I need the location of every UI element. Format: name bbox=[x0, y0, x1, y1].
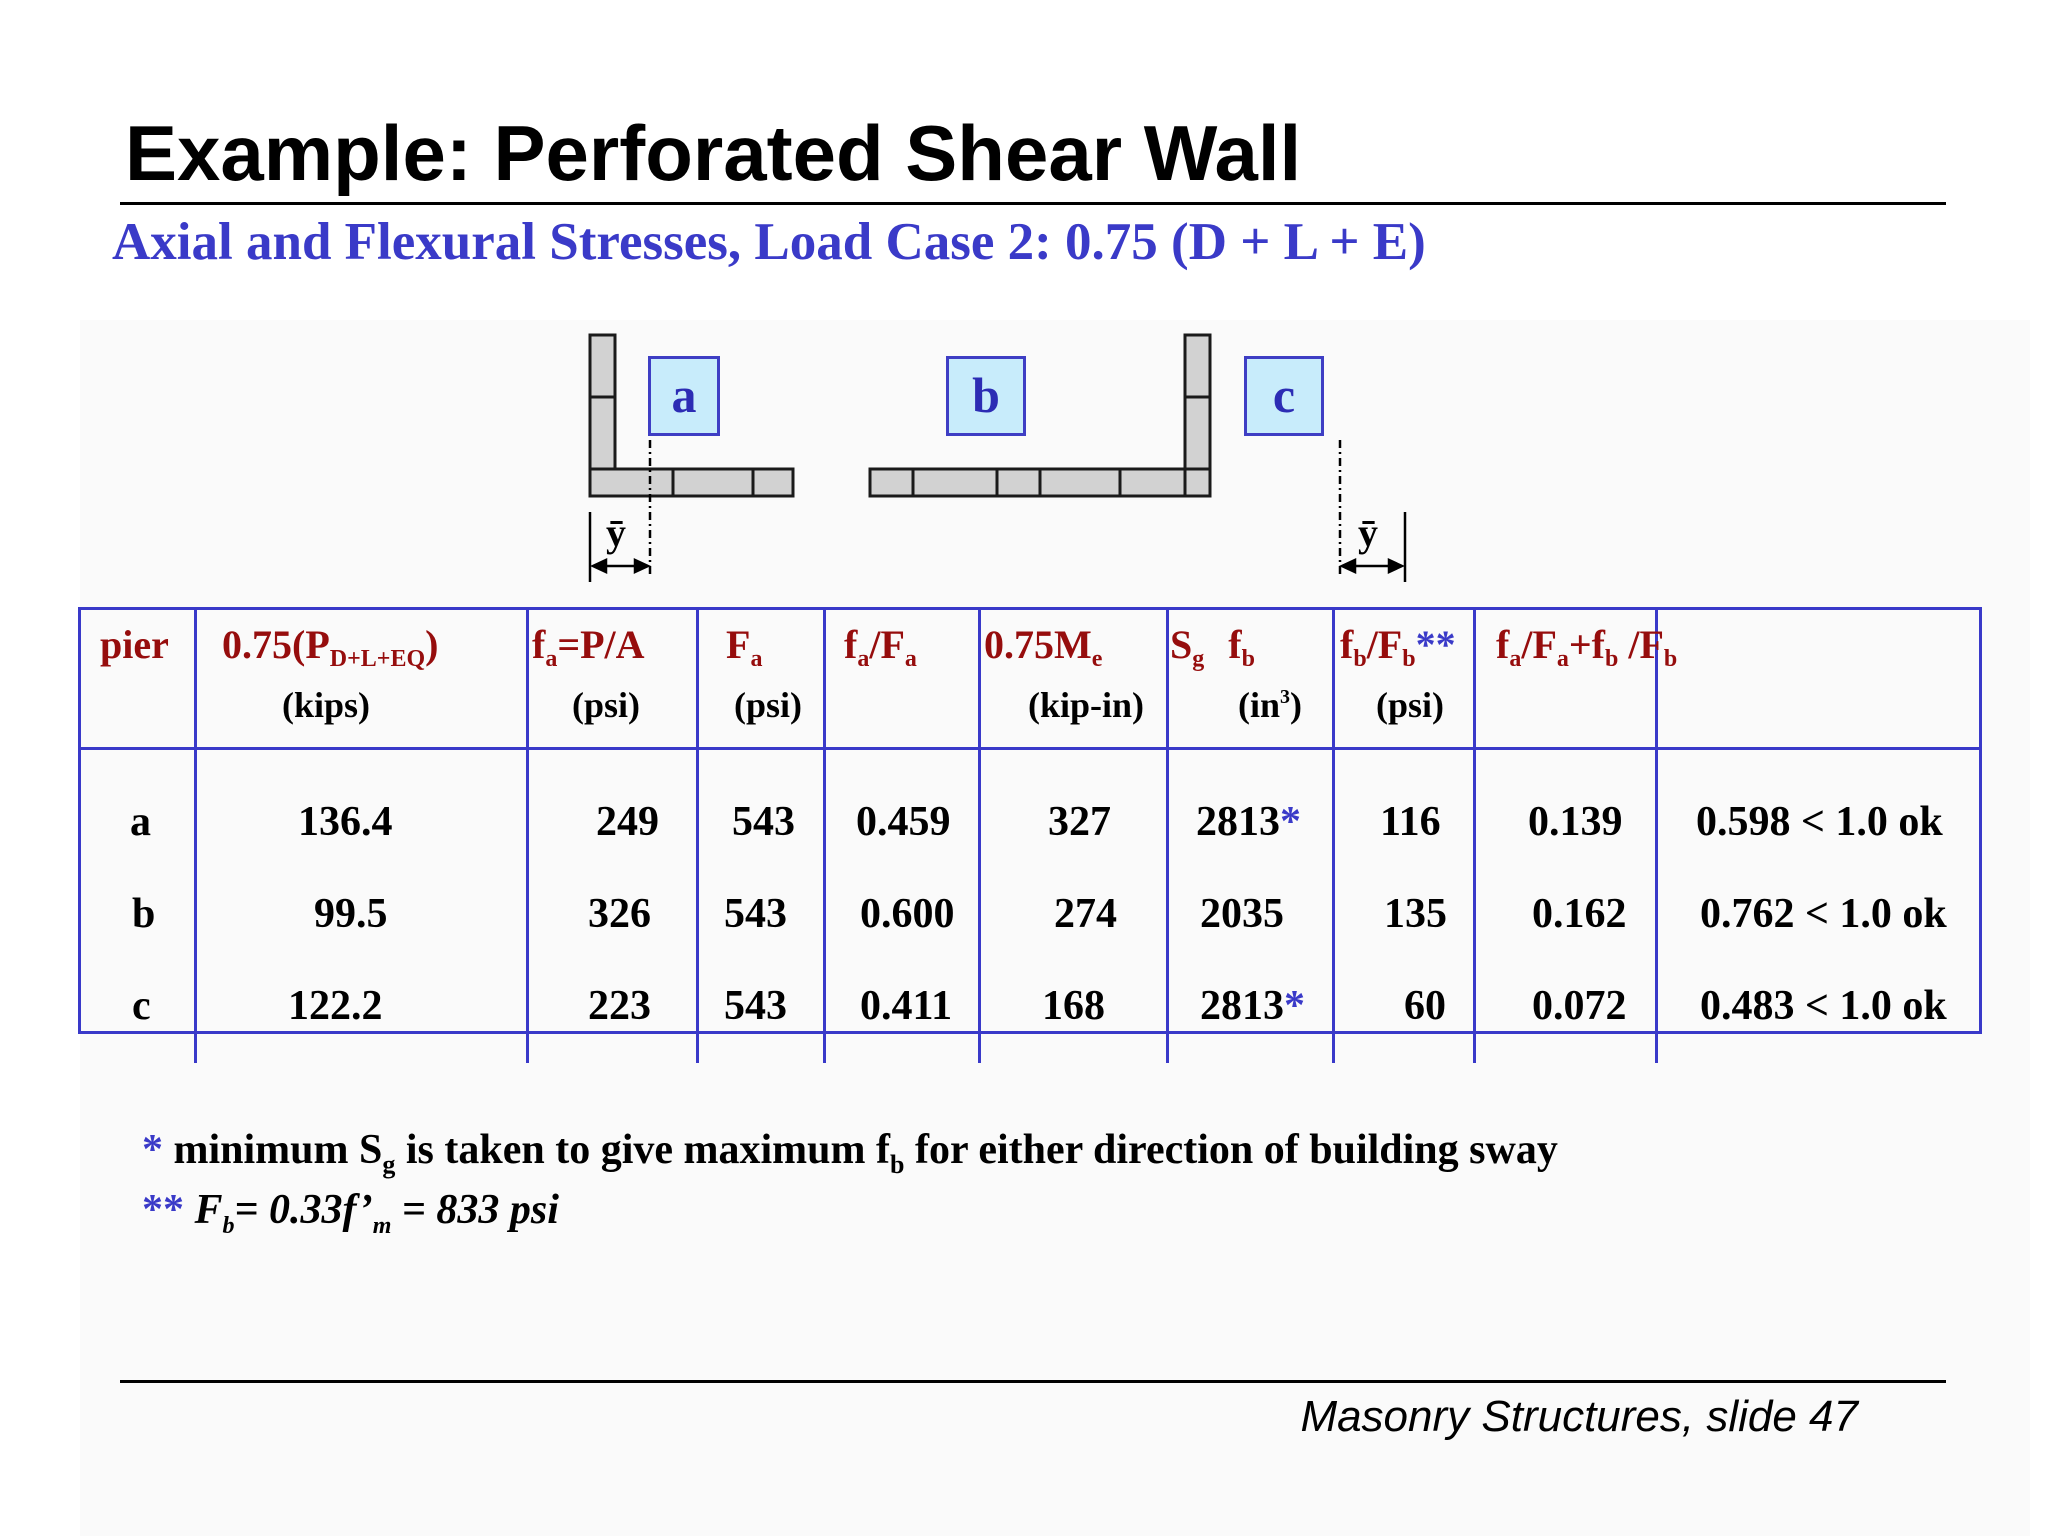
pier-a-arrow-right bbox=[635, 560, 648, 572]
footnote-1-sub-b: b bbox=[890, 1150, 905, 1179]
footnote-2-sub-m: m bbox=[372, 1213, 392, 1239]
row-b-combo: 0.762 < 1.0 ok bbox=[1700, 891, 1947, 937]
header-Sg-main: S bbox=[1170, 622, 1193, 667]
header-combo-2sub: a bbox=[1556, 646, 1569, 672]
row-a-fb: 116 bbox=[1380, 799, 1441, 845]
header-combo-1: f bbox=[1496, 622, 1510, 667]
table-col-line-6 bbox=[1166, 607, 1169, 1063]
row-c-Sg-star: * bbox=[1284, 983, 1305, 1029]
header-combo-3sub: b bbox=[1605, 646, 1619, 672]
header-Me-unit: (kip-in) bbox=[1028, 685, 1145, 725]
header-fa-Fa-1: f bbox=[844, 622, 858, 667]
row-c-fa-Fa: 0.411 bbox=[860, 983, 953, 1029]
table-col-line-1 bbox=[194, 607, 197, 1063]
pier-a-web-mid bbox=[673, 469, 753, 496]
pier-c-ybar: ȳ bbox=[1358, 510, 1378, 555]
header-fa-sub: a bbox=[545, 646, 558, 672]
pier-a-arrow-left bbox=[593, 560, 606, 572]
header-fb-Fb-2: /F bbox=[1366, 622, 1403, 667]
footnote-2 bbox=[142, 1186, 559, 1240]
header-Sg-sub: g bbox=[1192, 646, 1205, 672]
pier-a-flange-upper bbox=[590, 335, 615, 397]
header-combo-2: /F bbox=[1521, 622, 1557, 667]
header-load-main: 0.75(P bbox=[222, 622, 330, 667]
header-combo-4: /F bbox=[1618, 622, 1664, 667]
row-c-pier: c bbox=[132, 983, 151, 1029]
header-Fa-sub: a bbox=[750, 646, 763, 672]
row-b-pier: b bbox=[132, 891, 156, 937]
footnote-2-text-b: = 0.33f’ bbox=[234, 1187, 373, 1233]
row-c-Sg-value: 2813 bbox=[1200, 983, 1284, 1029]
header-load bbox=[222, 621, 438, 673]
header-Sg-fb bbox=[1170, 621, 1255, 673]
table-bottom-border bbox=[78, 1031, 1982, 1034]
table-col-line-4 bbox=[823, 607, 826, 1063]
row-a-fa: 249 bbox=[596, 799, 659, 845]
footnote-2-text-c: = 833 psi bbox=[391, 1187, 559, 1233]
header-Sg-unit-sup: 3 bbox=[1280, 686, 1291, 708]
row-b-Sg-value: 2035 bbox=[1200, 891, 1284, 937]
row-a-Fa: 543 bbox=[732, 799, 795, 845]
row-a-pier: a bbox=[130, 799, 151, 845]
pier-c-arrow-left bbox=[1342, 560, 1355, 572]
header-Sg-unit-main: (in bbox=[1238, 685, 1281, 725]
footer-rule bbox=[120, 1380, 1946, 1383]
footnote-1-text-a: minimum S bbox=[163, 1127, 383, 1173]
row-b-fa-Fa: 0.600 bbox=[860, 891, 955, 937]
table-col-line-7 bbox=[1332, 607, 1335, 1063]
table-top-border bbox=[78, 607, 1982, 610]
footnote-1-text-c: for either direction of building sway bbox=[904, 1127, 1558, 1173]
pier-b-seg-2 bbox=[913, 469, 1000, 496]
row-b-Fa: 543 bbox=[724, 891, 787, 937]
header-Me-sub: e bbox=[1091, 646, 1103, 672]
row-a-Sg-value: 2813 bbox=[1196, 799, 1280, 845]
row-b-fb: 135 bbox=[1384, 891, 1447, 937]
table-col-line-3 bbox=[696, 607, 699, 1063]
footnote-2-text-a: F bbox=[184, 1187, 223, 1233]
row-a-load: 136.4 bbox=[298, 799, 393, 845]
footnote-1 bbox=[142, 1126, 1558, 1180]
pier-a-label: a bbox=[648, 356, 720, 436]
header-fb-unit: (psi) bbox=[1376, 685, 1445, 725]
footnote-1-text-b: is taken to give maximum f bbox=[395, 1127, 891, 1173]
header-fb-Fb bbox=[1340, 621, 1456, 673]
pier-c-label: c bbox=[1244, 356, 1324, 436]
row-a-fa-Fa: 0.459 bbox=[856, 799, 951, 845]
slide-subtitle: Axial and Flexural Stresses, Load Case 2: 0.75 (D + L + E) bbox=[112, 213, 1426, 271]
header-Fa-main: F bbox=[726, 622, 751, 667]
row-c-Me: 168 bbox=[1042, 983, 1105, 1029]
header-fa-Fa-2: /F bbox=[869, 622, 905, 667]
header-combo-1sub: a bbox=[1509, 646, 1522, 672]
header-Sg-unit-close: ) bbox=[1290, 685, 1303, 725]
table-col-line-9 bbox=[1655, 607, 1658, 1063]
row-c-Fa: 543 bbox=[724, 983, 787, 1029]
pier-a-ybar: ȳ bbox=[606, 510, 626, 555]
row-a-fb-Fb: 0.139 bbox=[1528, 799, 1623, 845]
pier-c-web-corner bbox=[1185, 469, 1210, 496]
table-col-line-5 bbox=[978, 607, 981, 1063]
row-a-combo: 0.598 < 1.0 ok bbox=[1696, 799, 1943, 845]
row-a-Me: 327 bbox=[1048, 799, 1111, 845]
row-c-fb-Fb: 0.072 bbox=[1532, 983, 1627, 1029]
pier-c-arrow-right bbox=[1389, 560, 1402, 572]
header-fa-unit: (psi) bbox=[572, 685, 641, 725]
row-a-Sg-star: * bbox=[1280, 799, 1301, 845]
row-b-fa: 326 bbox=[588, 891, 651, 937]
header-Fa bbox=[726, 621, 762, 673]
slide-title: Example: Perforated Shear Wall bbox=[125, 109, 1302, 197]
header-pier: pier bbox=[100, 622, 169, 667]
pier-c-web-left2 bbox=[1040, 469, 1120, 496]
table-col-line-10 bbox=[1979, 607, 1982, 1034]
pier-c-flange-upper bbox=[1185, 335, 1210, 397]
pier-a-web-right bbox=[753, 469, 793, 496]
row-c-Sg bbox=[1200, 982, 1305, 1030]
footnote-1-sub-g: g bbox=[382, 1150, 396, 1179]
table-col-line-0 bbox=[78, 607, 81, 1034]
header-fa-Fa bbox=[844, 621, 917, 673]
pier-c-web-mid bbox=[1120, 469, 1185, 496]
header-fa-main: f bbox=[532, 622, 546, 667]
row-b-load: 99.5 bbox=[314, 891, 388, 937]
slide-footer: Masonry Structures, slide 47 bbox=[1300, 1392, 1858, 1441]
header-combo-4sub: b bbox=[1663, 646, 1678, 672]
row-c-load: 122.2 bbox=[288, 983, 383, 1029]
header-load-close: ) bbox=[425, 622, 439, 667]
pier-c-web-left bbox=[997, 469, 1040, 496]
row-b-Sg bbox=[1200, 890, 1284, 938]
header-Fa-unit: (psi) bbox=[734, 685, 803, 725]
header-fa bbox=[532, 621, 645, 673]
header-combo bbox=[1496, 621, 1677, 673]
header-Sg-unit bbox=[1238, 684, 1302, 726]
header-Me bbox=[984, 621, 1102, 673]
header-fb-Fb-1: f bbox=[1340, 622, 1354, 667]
header-fb-Fb-star: ** bbox=[1415, 622, 1456, 667]
row-c-fa: 223 bbox=[588, 983, 651, 1029]
row-b-Me: 274 bbox=[1054, 891, 1117, 937]
header-combo-3: +f bbox=[1568, 622, 1605, 667]
pier-b-seg-1 bbox=[870, 469, 913, 496]
header-load-sub: D+L+EQ bbox=[329, 646, 426, 672]
table-col-line-8 bbox=[1473, 607, 1476, 1063]
header-fb-sub: b bbox=[1241, 646, 1255, 672]
header-fa-Fa-2sub: a bbox=[904, 646, 917, 672]
header-fa-rest: =P/A bbox=[557, 622, 645, 667]
table-header-border bbox=[78, 747, 1982, 750]
header-fb-Fb-2sub: b bbox=[1402, 646, 1416, 672]
pier-b-label: b bbox=[946, 356, 1026, 436]
row-c-fb: 60 bbox=[1404, 983, 1446, 1029]
header-fb-main: f bbox=[1228, 622, 1242, 667]
row-b-fb-Fb: 0.162 bbox=[1532, 891, 1627, 937]
row-c-combo: 0.483 < 1.0 ok bbox=[1700, 983, 1947, 1029]
table-col-line-2 bbox=[526, 607, 529, 1063]
header-fa-Fa-1sub: a bbox=[857, 646, 870, 672]
header-load-unit: (kips) bbox=[282, 685, 371, 725]
header-Me-main: 0.75M bbox=[984, 622, 1092, 667]
footnote-2-sub-b: b bbox=[222, 1213, 235, 1239]
title-rule bbox=[120, 202, 1946, 205]
header-fb-Fb-1sub: b bbox=[1353, 646, 1367, 672]
row-a-Sg bbox=[1196, 798, 1301, 846]
footnote-1-star: * bbox=[142, 1127, 163, 1173]
footnote-2-star: ** bbox=[142, 1187, 184, 1233]
